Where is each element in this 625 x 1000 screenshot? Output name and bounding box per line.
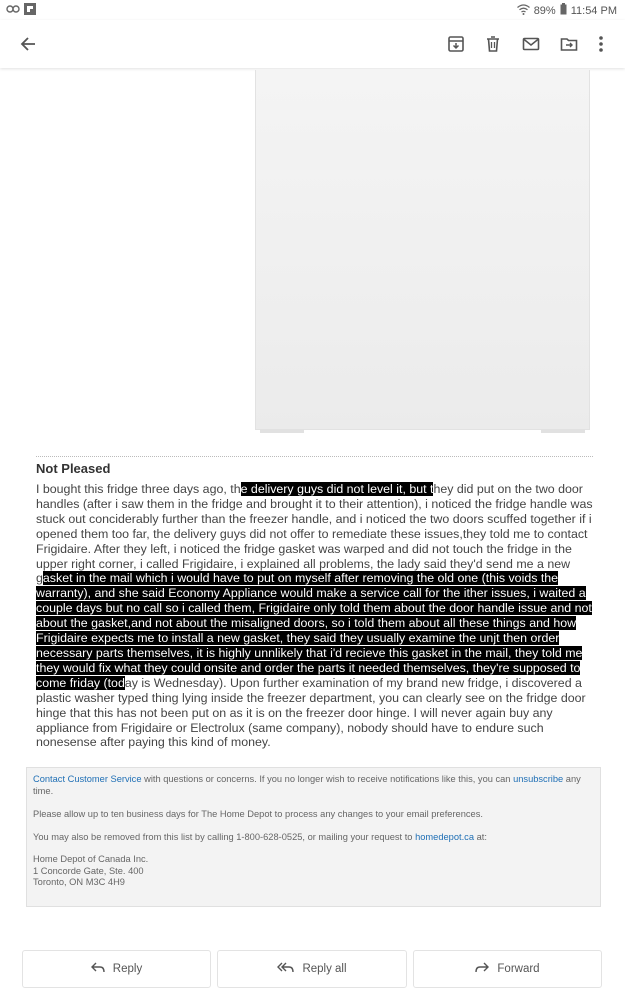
status-left: [6, 3, 36, 18]
address-line: Toronto, ON M3C 4H9: [33, 877, 125, 888]
more-icon[interactable]: [589, 32, 613, 56]
review-title: Not Pleased: [36, 461, 111, 476]
reply-button[interactable]: [22, 950, 211, 988]
mark-unread-icon[interactable]: [519, 32, 543, 56]
move-to-icon[interactable]: [557, 32, 581, 56]
product-image: [255, 70, 590, 430]
footer-allow-line: Please allow up to ten business days for The Home Depot to process any changes to your email preferences.: [33, 809, 483, 819]
forward-button[interactable]: [413, 950, 602, 988]
contact-customer-service-link[interactable]: Contact Customer Service: [33, 774, 142, 784]
review-highlight-2: asket in the mail which i would have to put on myself after removing the old one (this voids the warranty), and she said Economy Appliance would make a service call for the ither issues, i waited a couple days but no call so i called them, Frigidaire only told them about the door handle issue and not about the gasket,and not about the misaligned doors, so i told them about all these things and how Frigidaire expects me to install a new gasket, they said they usually examine the unjt then order necessary parts themselves, it is highly unnlikely that i'd recieve this gasket in the mail, they told me they would fix what they could onsite and order the parts it needed themselves, they're supposed to come friday (tod: [36, 571, 592, 690]
link-icon: [6, 3, 20, 18]
review-text-2: hey did put on the two door handles (after i saw them in the fridge and brought it to their attention), i noticed the fridge handle was stuck out conciderably further than the freezer handle, and i noticed the two doors scuffed together if i opened them too far, the delivery guys did not offer to remediate these issues,they told me to contact Frigidaire. After they left, i noticed the fridge gasket was warped and did not touch the fridge in the upper right corner, i called Frigidaire, i explained all problems, the lady said they'd send me a new g: [36, 482, 593, 586]
address-line: Home Depot of Canada Inc.: [33, 854, 149, 864]
status-right: [517, 3, 617, 18]
footer-removed-line: [33, 831, 594, 843]
footer-address: [33, 854, 594, 889]
battery-icon: [560, 3, 567, 18]
reply-all-icon: [277, 962, 294, 976]
reply-icon: [91, 962, 105, 976]
forward-icon: [475, 962, 489, 976]
footer-contact-text-end: any time.: [33, 774, 581, 796]
status-bar: [0, 0, 625, 20]
review-divider: [36, 456, 593, 457]
reply-all-button[interactable]: [217, 950, 407, 988]
homedepot-link[interactable]: homedepot.ca: [415, 832, 474, 842]
app-bar: [0, 20, 625, 68]
back-arrow-icon[interactable]: [16, 32, 40, 56]
unsubscribe-link[interactable]: unsubscribe: [513, 774, 564, 784]
forward-label: Forward: [497, 963, 540, 975]
wifi-icon: [517, 4, 530, 18]
footer-contact-text: with questions or concerns. If you no longer wish to receive notifications like this, you can: [141, 774, 514, 784]
footer-removed-text: You may also be removed from this list by calling 1-800-628-0525, or mailing your request to: [33, 832, 416, 842]
delete-icon[interactable]: [481, 32, 505, 56]
clock: 11:54 PM: [570, 4, 617, 17]
review-highlight-1: e delivery guys did not level it, but t: [240, 482, 434, 496]
review-body: [36, 482, 596, 750]
fridge-foot-right: [541, 429, 585, 433]
battery-percent: 89%: [533, 4, 556, 17]
reply-all-label: Reply all: [302, 963, 347, 975]
fridge-foot-left: [260, 429, 304, 433]
footer-contact-line: [33, 773, 594, 797]
footer-removed-text-end: at:: [474, 832, 487, 842]
review-text-3: ay is Wednesday). Upon further examination of my brand new fridge, i discovered a plastic washer typed thing lying inside the freezer department, you can clearly see on the fridge door hinge that this has not been put on as it is on the freezer door hinge. I will never again buy any appliance from Frigidaire or Electrolux (same company), nobody should have to endure such nonesense after paying this kind of money.: [36, 675, 586, 750]
reply-label: Reply: [112, 963, 143, 975]
email-footer: [26, 767, 601, 907]
archive-icon[interactable]: [444, 32, 468, 56]
review-text-1: I bought this fridge three days ago, th: [36, 482, 241, 496]
address-line: 1 Concorde Gate, Ste. 400: [33, 865, 144, 876]
flipboard-icon: [24, 3, 36, 18]
